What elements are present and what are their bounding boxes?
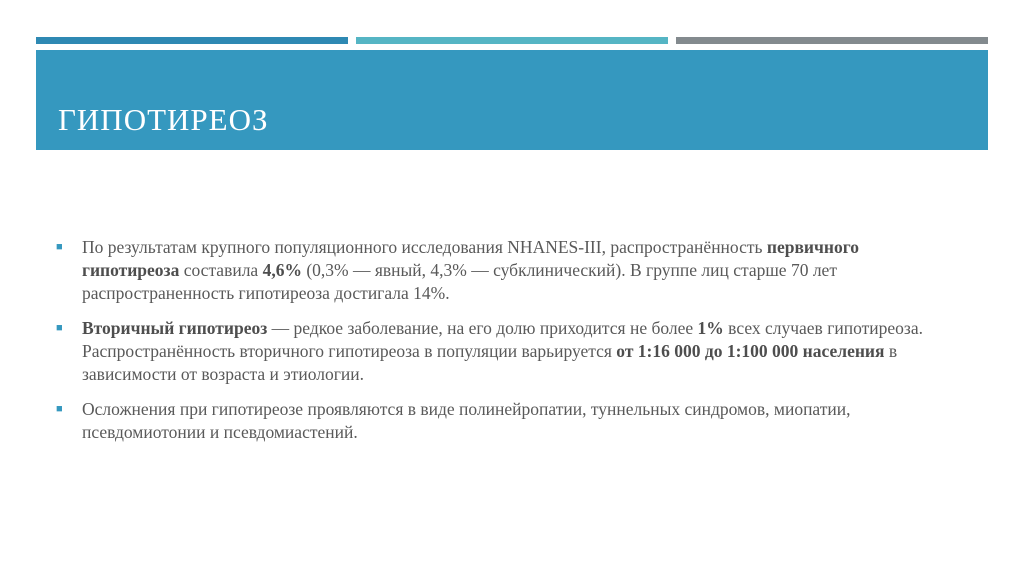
bullet-bold-segment: 4,6% (262, 260, 302, 280)
bullet-text-segment: в зависимости от возраста и этиологии. (82, 341, 898, 384)
bullet-bold-segment: первичного гипотиреоза (82, 237, 859, 280)
bullet-text-segment: — редкое заболевание, на его долю приходится не более (267, 318, 698, 338)
bullet-text (82, 399, 851, 442)
bullet-item (56, 317, 956, 386)
top-accent-bar-gray (676, 37, 988, 44)
bullet-text-segment: По результатам крупного популяционного исследования NHANES-III, распространённость (82, 237, 767, 257)
top-accent-bar-blue (36, 37, 348, 44)
top-accent-bar-teal (356, 37, 668, 44)
slide-title: ГИПОТИРЕОЗ (58, 102, 269, 137)
bullet-text-segment: Осложнения при гипотиреозе проявляются в виде полинейропатии, туннельных синдромов, миопатии, псевдомиотонии и псевдомиастений. (82, 399, 851, 442)
bullet-item (56, 236, 956, 305)
bullet-marker-icon: ■ (56, 322, 63, 334)
bullet-marker-icon: ■ (56, 241, 63, 253)
bullet-text (82, 237, 859, 303)
title-band (36, 50, 988, 150)
bullet-text-segment: (0,3% — явный, 4,3% — субклинический). В группе лиц старше 70 лет распространенность гипотиреоза достигала 14%. (82, 260, 837, 303)
bullet-text-segment: всех случаев гипотиреоза. Распространённость вторичного гипотиреоза в популяции варьируется (82, 318, 923, 361)
bullet-bold-segment: от 1:16 000 до 1:100 000 населения (616, 341, 885, 361)
bullet-bold-segment: 1% (697, 318, 724, 338)
bullet-text (82, 318, 923, 384)
bullet-bold-segment: Вторичный гипотиреоз (82, 318, 268, 338)
bullet-marker-icon: ■ (56, 403, 63, 415)
bullet-item (56, 398, 956, 444)
slide-content (56, 236, 956, 456)
bullet-text-segment: составила (179, 260, 263, 280)
